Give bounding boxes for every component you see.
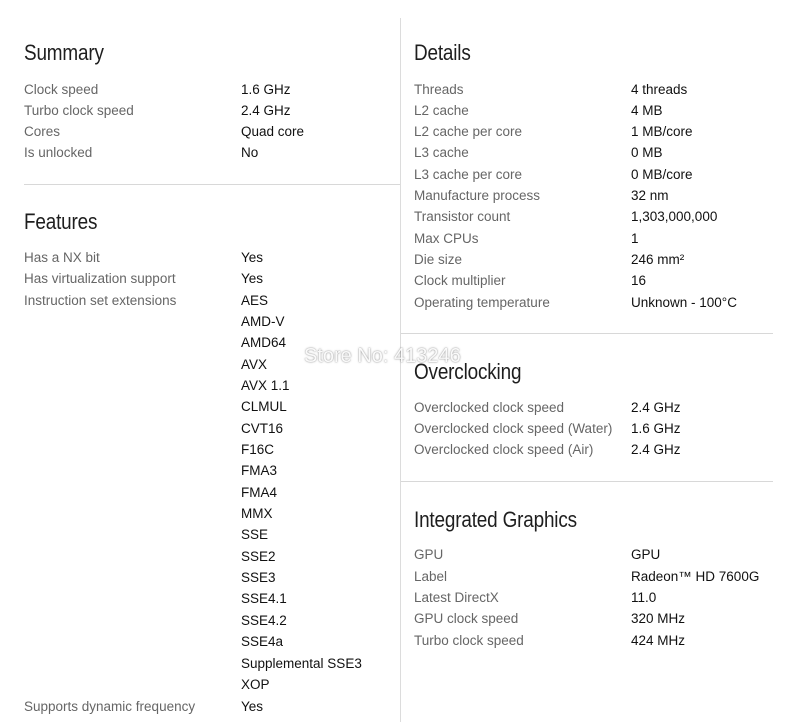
extension-item: SSE4.1 bbox=[241, 591, 287, 606]
spec-label: Clock multiplier bbox=[414, 273, 506, 288]
spec-label: Operating temperature bbox=[414, 295, 550, 310]
spec-label: Is unlocked bbox=[24, 145, 93, 160]
graphics-heading: Integrated Graphics bbox=[414, 507, 577, 532]
details-heading: Details bbox=[414, 40, 471, 65]
spec-value: 16 bbox=[631, 273, 647, 288]
spec-value: 1,303,000,000 bbox=[631, 209, 718, 224]
spec-label: Clock speed bbox=[24, 82, 99, 97]
extension-item: AMD64 bbox=[241, 335, 287, 350]
extension-item: FMA3 bbox=[241, 463, 278, 478]
spec-value: 32 nm bbox=[631, 188, 669, 203]
spec-label: L3 cache per core bbox=[414, 167, 523, 182]
features-heading: Features bbox=[24, 209, 98, 234]
spec-label: Label bbox=[414, 569, 448, 584]
overclocking-heading: Overclocking bbox=[414, 359, 522, 384]
extension-item: MMX bbox=[241, 506, 273, 521]
extension-item: SSE3 bbox=[241, 570, 276, 585]
spec-value: Yes bbox=[241, 699, 264, 714]
spec-label: Overclocked clock speed bbox=[414, 400, 565, 415]
spec-value: 2.4 GHz bbox=[241, 103, 291, 118]
spec-value: 320 MHz bbox=[631, 611, 686, 626]
extension-item: AVX bbox=[241, 357, 268, 372]
spec-label: Manufacture process bbox=[414, 188, 541, 203]
extension-item: SSE4a bbox=[241, 634, 284, 649]
spec-value: Yes bbox=[241, 250, 264, 265]
spec-value: 4 threads bbox=[631, 82, 688, 97]
spec-value: 1 MB/core bbox=[631, 124, 693, 139]
extension-item: SSE bbox=[241, 527, 269, 542]
section-divider bbox=[401, 333, 773, 334]
spec-value: 424 MHz bbox=[631, 633, 686, 648]
spec-value: 2.4 GHz bbox=[631, 400, 681, 415]
spec-label: GPU clock speed bbox=[414, 611, 519, 626]
spec-value: 1 bbox=[631, 231, 639, 246]
spec-value: 11.0 bbox=[631, 590, 657, 605]
spec-label: L2 cache bbox=[414, 103, 469, 118]
spec-label: Die size bbox=[414, 252, 463, 267]
spec-value: GPU bbox=[631, 547, 661, 562]
spec-value: 246 mm² bbox=[631, 252, 685, 267]
spec-value: 1.6 GHz bbox=[241, 82, 291, 97]
section-divider bbox=[24, 184, 400, 185]
spec-label: Max CPUs bbox=[414, 231, 479, 246]
spec-value: 4 MB bbox=[631, 103, 663, 118]
extension-item: CLMUL bbox=[241, 399, 287, 414]
column-divider bbox=[400, 18, 401, 722]
spec-label: GPU bbox=[414, 547, 444, 562]
spec-label: Overclocked clock speed (Water) bbox=[414, 421, 613, 436]
spec-label: Has a NX bit bbox=[24, 250, 100, 265]
extension-item: FMA4 bbox=[241, 485, 278, 500]
spec-value: No bbox=[241, 145, 259, 160]
spec-label: Cores bbox=[24, 124, 61, 139]
extension-item: AMD-V bbox=[241, 314, 285, 329]
spec-label: Supports dynamic frequency bbox=[24, 699, 196, 714]
spec-value: 0 MB/core bbox=[631, 167, 693, 182]
spec-label: L2 cache per core bbox=[414, 124, 523, 139]
extension-item: SSE4.2 bbox=[241, 613, 287, 628]
extension-item: XOP bbox=[241, 677, 270, 692]
spec-label: Has virtualization support bbox=[24, 271, 176, 286]
spec-value: Radeon™ HD 7600G bbox=[631, 569, 760, 584]
spec-value: Yes bbox=[241, 271, 264, 286]
spec-value: 0 MB bbox=[631, 145, 663, 160]
extension-item: Supplemental SSE3 bbox=[241, 656, 362, 671]
store-watermark: Store No: 413246 bbox=[304, 345, 461, 367]
spec-label: L3 cache bbox=[414, 145, 469, 160]
summary-heading: Summary bbox=[24, 40, 104, 65]
spec-label: Instruction set extensions bbox=[24, 293, 177, 308]
spec-value: AES bbox=[241, 293, 269, 308]
section-divider bbox=[401, 481, 773, 482]
spec-value: 2.4 GHz bbox=[631, 442, 681, 457]
spec-value: 1.6 GHz bbox=[631, 421, 681, 436]
spec-label: Overclocked clock speed (Air) bbox=[414, 442, 594, 457]
spec-value: Quad core bbox=[241, 124, 305, 139]
extension-item: AVX 1.1 bbox=[241, 378, 290, 393]
extension-item: F16C bbox=[241, 442, 275, 457]
extension-item: SSE2 bbox=[241, 549, 276, 564]
spec-label: Turbo clock speed bbox=[414, 633, 524, 648]
spec-value: Unknown - 100°C bbox=[631, 295, 737, 310]
extension-item: CVT16 bbox=[241, 421, 284, 436]
spec-label: Threads bbox=[414, 82, 464, 97]
spec-label: Turbo clock speed bbox=[24, 103, 134, 118]
spec-label: Transistor count bbox=[414, 209, 511, 224]
spec-label: Latest DirectX bbox=[414, 590, 499, 605]
